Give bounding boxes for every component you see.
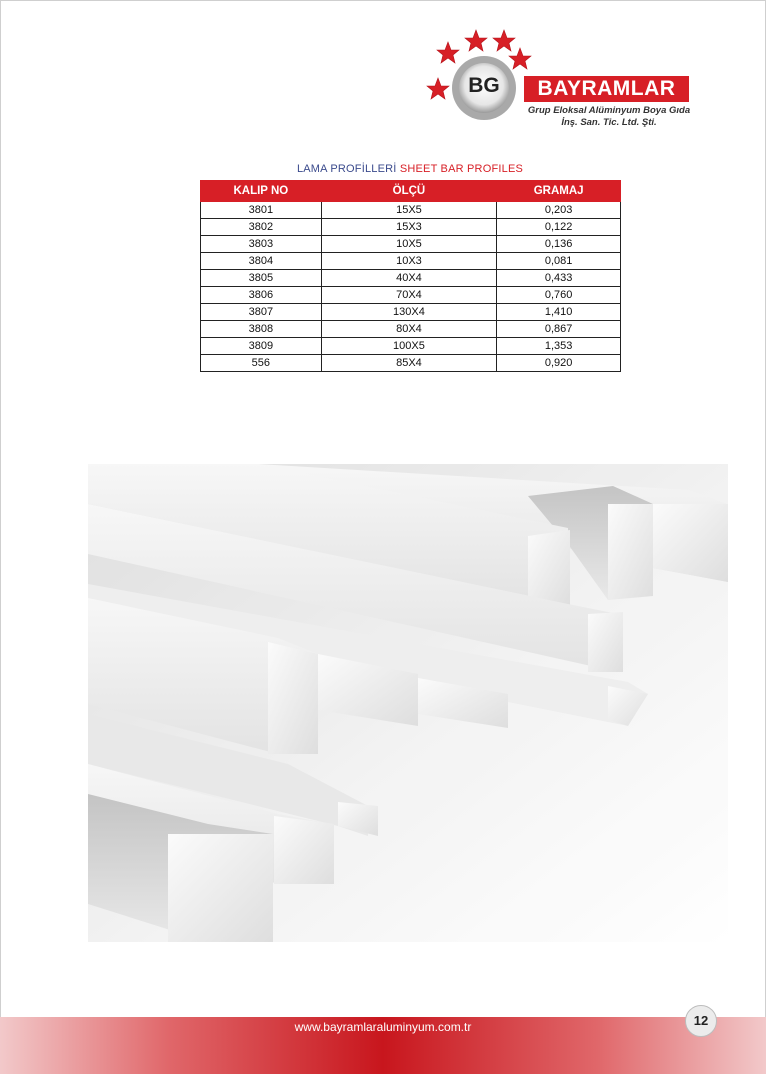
cell-olcu: 15X5 bbox=[321, 202, 497, 219]
cell-olcu: 130X4 bbox=[321, 304, 497, 321]
cell-kalip-no: 3807 bbox=[201, 304, 322, 321]
cell-gramaj: 0,760 bbox=[497, 287, 621, 304]
logo-initials: BG bbox=[468, 74, 500, 97]
brand-name: BAYRAMLAR bbox=[537, 77, 676, 100]
cell-kalip-no: 3803 bbox=[201, 236, 322, 253]
header-kalip-no: KALIP NO bbox=[201, 181, 322, 202]
table-title-en: SHEET BAR PROFILES bbox=[399, 163, 524, 175]
table-row bbox=[201, 219, 621, 236]
cell-gramaj: 0,122 bbox=[497, 219, 621, 236]
page-number: 12 bbox=[685, 1005, 717, 1037]
table-row bbox=[201, 270, 621, 287]
cell-kalip-no: 3805 bbox=[201, 270, 322, 287]
footer-url[interactable]: www.bayramlaraluminyum.com.tr bbox=[294, 1020, 472, 1034]
cell-olcu: 10X3 bbox=[321, 253, 497, 270]
table-title-tr: LAMA PROFİLLERİ bbox=[296, 163, 397, 175]
cell-kalip-no: 3802 bbox=[201, 219, 322, 236]
cell-kalip-no: 556 bbox=[201, 355, 322, 372]
cell-olcu: 80X4 bbox=[321, 321, 497, 338]
table-row bbox=[201, 304, 621, 321]
cell-gramaj: 0,081 bbox=[497, 253, 621, 270]
cell-kalip-no: 3801 bbox=[201, 202, 322, 219]
table-title bbox=[200, 163, 620, 175]
table-row bbox=[201, 287, 621, 304]
cell-gramaj: 0,433 bbox=[497, 270, 621, 287]
cell-kalip-no: 3809 bbox=[201, 338, 322, 355]
cell-gramaj: 0,867 bbox=[497, 321, 621, 338]
header-gramaj: GRAMAJ bbox=[497, 181, 621, 202]
cell-olcu: 40X4 bbox=[321, 270, 497, 287]
cell-gramaj: 1,410 bbox=[497, 304, 621, 321]
cell-olcu: 70X4 bbox=[321, 287, 497, 304]
cell-olcu: 85X4 bbox=[321, 355, 497, 372]
cell-kalip-no: 3808 bbox=[201, 321, 322, 338]
header-olcu: ÖLÇÜ bbox=[321, 181, 497, 202]
cell-olcu: 10X5 bbox=[321, 236, 497, 253]
product-photo bbox=[88, 464, 728, 942]
cell-olcu: 15X3 bbox=[321, 219, 497, 236]
table-row bbox=[201, 202, 621, 219]
cell-gramaj: 0,920 bbox=[497, 355, 621, 372]
cell-kalip-no: 3804 bbox=[201, 253, 322, 270]
table-row bbox=[201, 321, 621, 338]
cell-olcu: 100X5 bbox=[321, 338, 497, 355]
table-row bbox=[201, 253, 621, 270]
table-row bbox=[201, 236, 621, 253]
table-header-row bbox=[201, 181, 621, 202]
aluminium-bars-illustration bbox=[88, 464, 728, 942]
cell-gramaj: 1,353 bbox=[497, 338, 621, 355]
table-row bbox=[201, 338, 621, 355]
brand-subtitle-2: İnş. San. Tic. Ltd. Şti. bbox=[561, 117, 657, 128]
cell-gramaj: 0,203 bbox=[497, 202, 621, 219]
brand-subtitle-1: Grup Eloksal Alüminyum Boya Gıda bbox=[527, 105, 691, 116]
cell-kalip-no: 3806 bbox=[201, 287, 322, 304]
table-row bbox=[201, 355, 621, 372]
cell-gramaj: 0,136 bbox=[497, 236, 621, 253]
profiles-table bbox=[200, 180, 621, 372]
company-logo bbox=[424, 28, 724, 138]
